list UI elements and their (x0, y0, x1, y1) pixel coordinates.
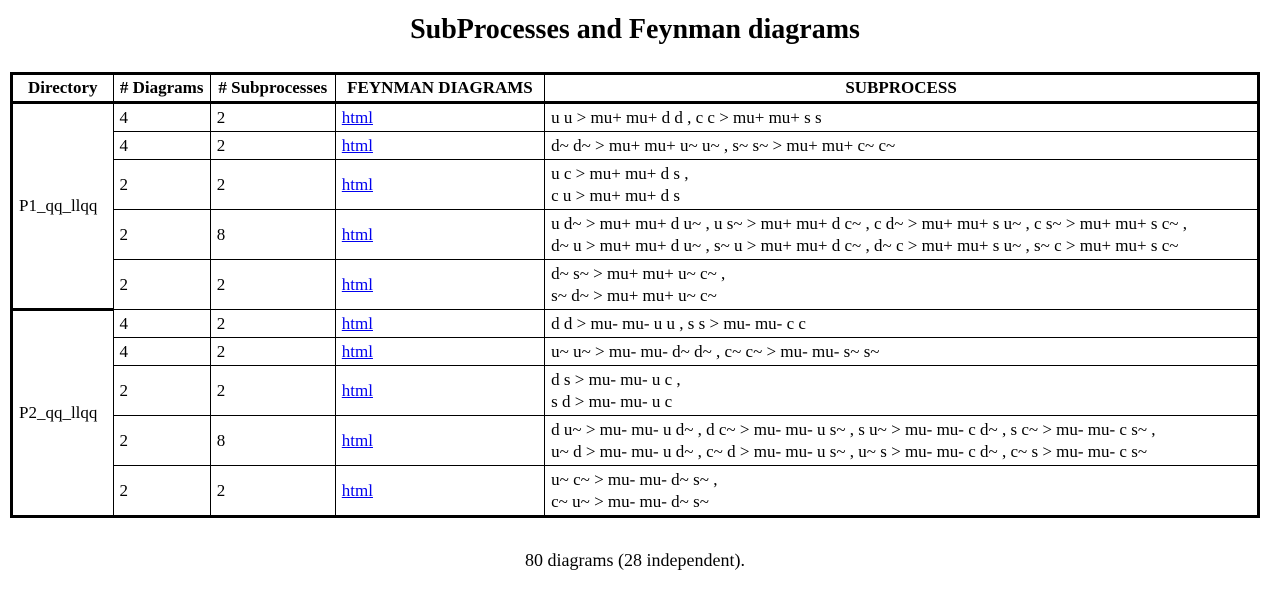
subprocess-line: u~ c~ > mu- mu- d~ s~ , (551, 469, 718, 489)
table-body (12, 103, 1259, 517)
diagrams-count-cell: 4 (113, 338, 210, 366)
subprocess-cell (545, 416, 1259, 466)
feynman-diagrams-html-link[interactable]: html (341, 313, 373, 333)
feynman-diagrams-cell (335, 366, 544, 416)
feynman-diagrams-html-link[interactable]: html (341, 107, 373, 127)
subprocesses-count-cell: 2 (210, 466, 335, 517)
subprocess-line: s d > mu- mu- u c (551, 391, 673, 411)
feynman-diagrams-cell (335, 260, 544, 310)
subprocess-cell (545, 310, 1259, 338)
subprocess-line: d u~ > mu- mu- u d~ , d c~ > mu- mu- u s~ , s u~ > mu- mu- c d~ , s c~ > mu- mu- c s~ , (551, 419, 1156, 439)
header-feynman-diagrams: FEYNMAN DIAGRAMS (335, 74, 544, 103)
header-subprocess: SUBPROCESS (545, 74, 1259, 103)
table-row (12, 310, 1259, 338)
feynman-diagrams-html-link[interactable]: html (341, 380, 373, 400)
subprocess-line: d d > mu- mu- u u , s s > mu- mu- c c (551, 313, 806, 333)
feynman-diagrams-cell (335, 466, 544, 517)
diagrams-count-cell: 4 (113, 132, 210, 160)
subprocess-line: c~ u~ > mu- mu- d~ s~ (551, 491, 709, 511)
diagrams-count-cell: 2 (113, 160, 210, 210)
feynman-diagrams-cell (335, 416, 544, 466)
subprocess-cell (545, 160, 1259, 210)
subprocesses-count-cell: 8 (210, 416, 335, 466)
header-directory: Directory (12, 74, 114, 103)
diagrams-count-cell: 2 (113, 416, 210, 466)
subprocess-line: d s > mu- mu- u c , (551, 369, 681, 389)
diagrams-count-cell: 2 (113, 210, 210, 260)
diagrams-count-cell: 2 (113, 466, 210, 517)
feynman-diagrams-html-link[interactable]: html (341, 480, 373, 500)
table-row (12, 260, 1259, 310)
feynman-diagrams-html-link[interactable]: html (341, 135, 373, 155)
table-header-row (12, 74, 1259, 103)
subprocess-line: d~ d~ > mu+ mu+ u~ u~ , s~ s~ > mu+ mu+ c~ c~ (551, 135, 896, 155)
feynman-diagrams-cell (335, 210, 544, 260)
subprocess-line: u c > mu+ mu+ d s , (551, 163, 689, 183)
table-row (12, 160, 1259, 210)
header-subprocesses: # Subprocesses (210, 74, 335, 103)
subprocess-cell (545, 210, 1259, 260)
subprocesses-count-cell: 8 (210, 210, 335, 260)
diagram-count-summary: 80 diagrams (28 independent). (525, 550, 745, 570)
subprocess-cell (545, 103, 1259, 132)
subprocesses-count-cell: 2 (210, 260, 335, 310)
page-title: SubProcesses and Feynman diagrams (410, 14, 860, 45)
feynman-diagrams-html-link[interactable]: html (341, 174, 373, 194)
diagrams-count-cell: 2 (113, 366, 210, 416)
subprocess-line: d~ s~ > mu+ mu+ u~ c~ , (551, 263, 726, 283)
subprocess-cell (545, 132, 1259, 160)
subprocess-line: u~ d > mu- mu- u d~ , c~ d > mu- mu- u s~ , u~ s > mu- mu- c d~ , c~ s > mu- mu- c s~ (551, 441, 1148, 461)
table-row (12, 416, 1259, 466)
feynman-diagrams-cell (335, 132, 544, 160)
subprocess-line: s~ d~ > mu+ mu+ u~ c~ (551, 285, 717, 305)
subprocess-line: u~ u~ > mu- mu- d~ d~ , c~ c~ > mu- mu- s~ s~ (551, 341, 880, 361)
feynman-diagrams-html-link[interactable]: html (341, 274, 373, 294)
subprocesses-count-cell: 2 (210, 132, 335, 160)
subprocess-cell (545, 338, 1259, 366)
table-row (12, 132, 1259, 160)
subprocess-table (10, 72, 1260, 518)
feynman-diagrams-cell (335, 103, 544, 132)
feynman-diagrams-html-link[interactable]: html (341, 430, 373, 450)
feynman-diagrams-cell (335, 160, 544, 210)
table-row (12, 210, 1259, 260)
feynman-diagrams-html-link[interactable]: html (341, 224, 373, 244)
subprocess-line: u d~ > mu+ mu+ d u~ , u s~ > mu+ mu+ d c~ , c d~ > mu+ mu+ s u~ , c s~ > mu+ mu+ s c~ , (551, 213, 1187, 233)
subprocess-line: u u > mu+ mu+ d d , c c > mu+ mu+ s s (551, 107, 822, 127)
table-row (12, 466, 1259, 517)
feynman-diagrams-html-link[interactable]: html (341, 341, 373, 361)
diagrams-count-cell: 2 (113, 260, 210, 310)
table-row (12, 366, 1259, 416)
feynman-diagrams-cell (335, 338, 544, 366)
table-row (12, 338, 1259, 366)
feynman-diagrams-cell (335, 310, 544, 338)
subprocess-cell (545, 466, 1259, 517)
directory-cell: P1_qq_llqq (12, 103, 114, 310)
subprocess-cell (545, 260, 1259, 310)
table-row (12, 103, 1259, 132)
directory-cell: P2_qq_llqq (12, 310, 114, 517)
diagrams-count-cell: 4 (113, 310, 210, 338)
header-diagrams: # Diagrams (113, 74, 210, 103)
subprocess-line: d~ u > mu+ mu+ d u~ , s~ u > mu+ mu+ d c~ , d~ c > mu+ mu+ s u~ , s~ c > mu+ mu+ s c~ (551, 235, 1179, 255)
subprocesses-count-cell: 2 (210, 103, 335, 132)
subprocesses-count-cell: 2 (210, 338, 335, 366)
diagrams-count-cell: 4 (113, 103, 210, 132)
subprocesses-count-cell: 2 (210, 160, 335, 210)
subprocesses-count-cell: 2 (210, 366, 335, 416)
subprocess-cell (545, 366, 1259, 416)
subprocess-line: c u > mu+ mu+ d s (551, 185, 681, 205)
subprocesses-count-cell: 2 (210, 310, 335, 338)
